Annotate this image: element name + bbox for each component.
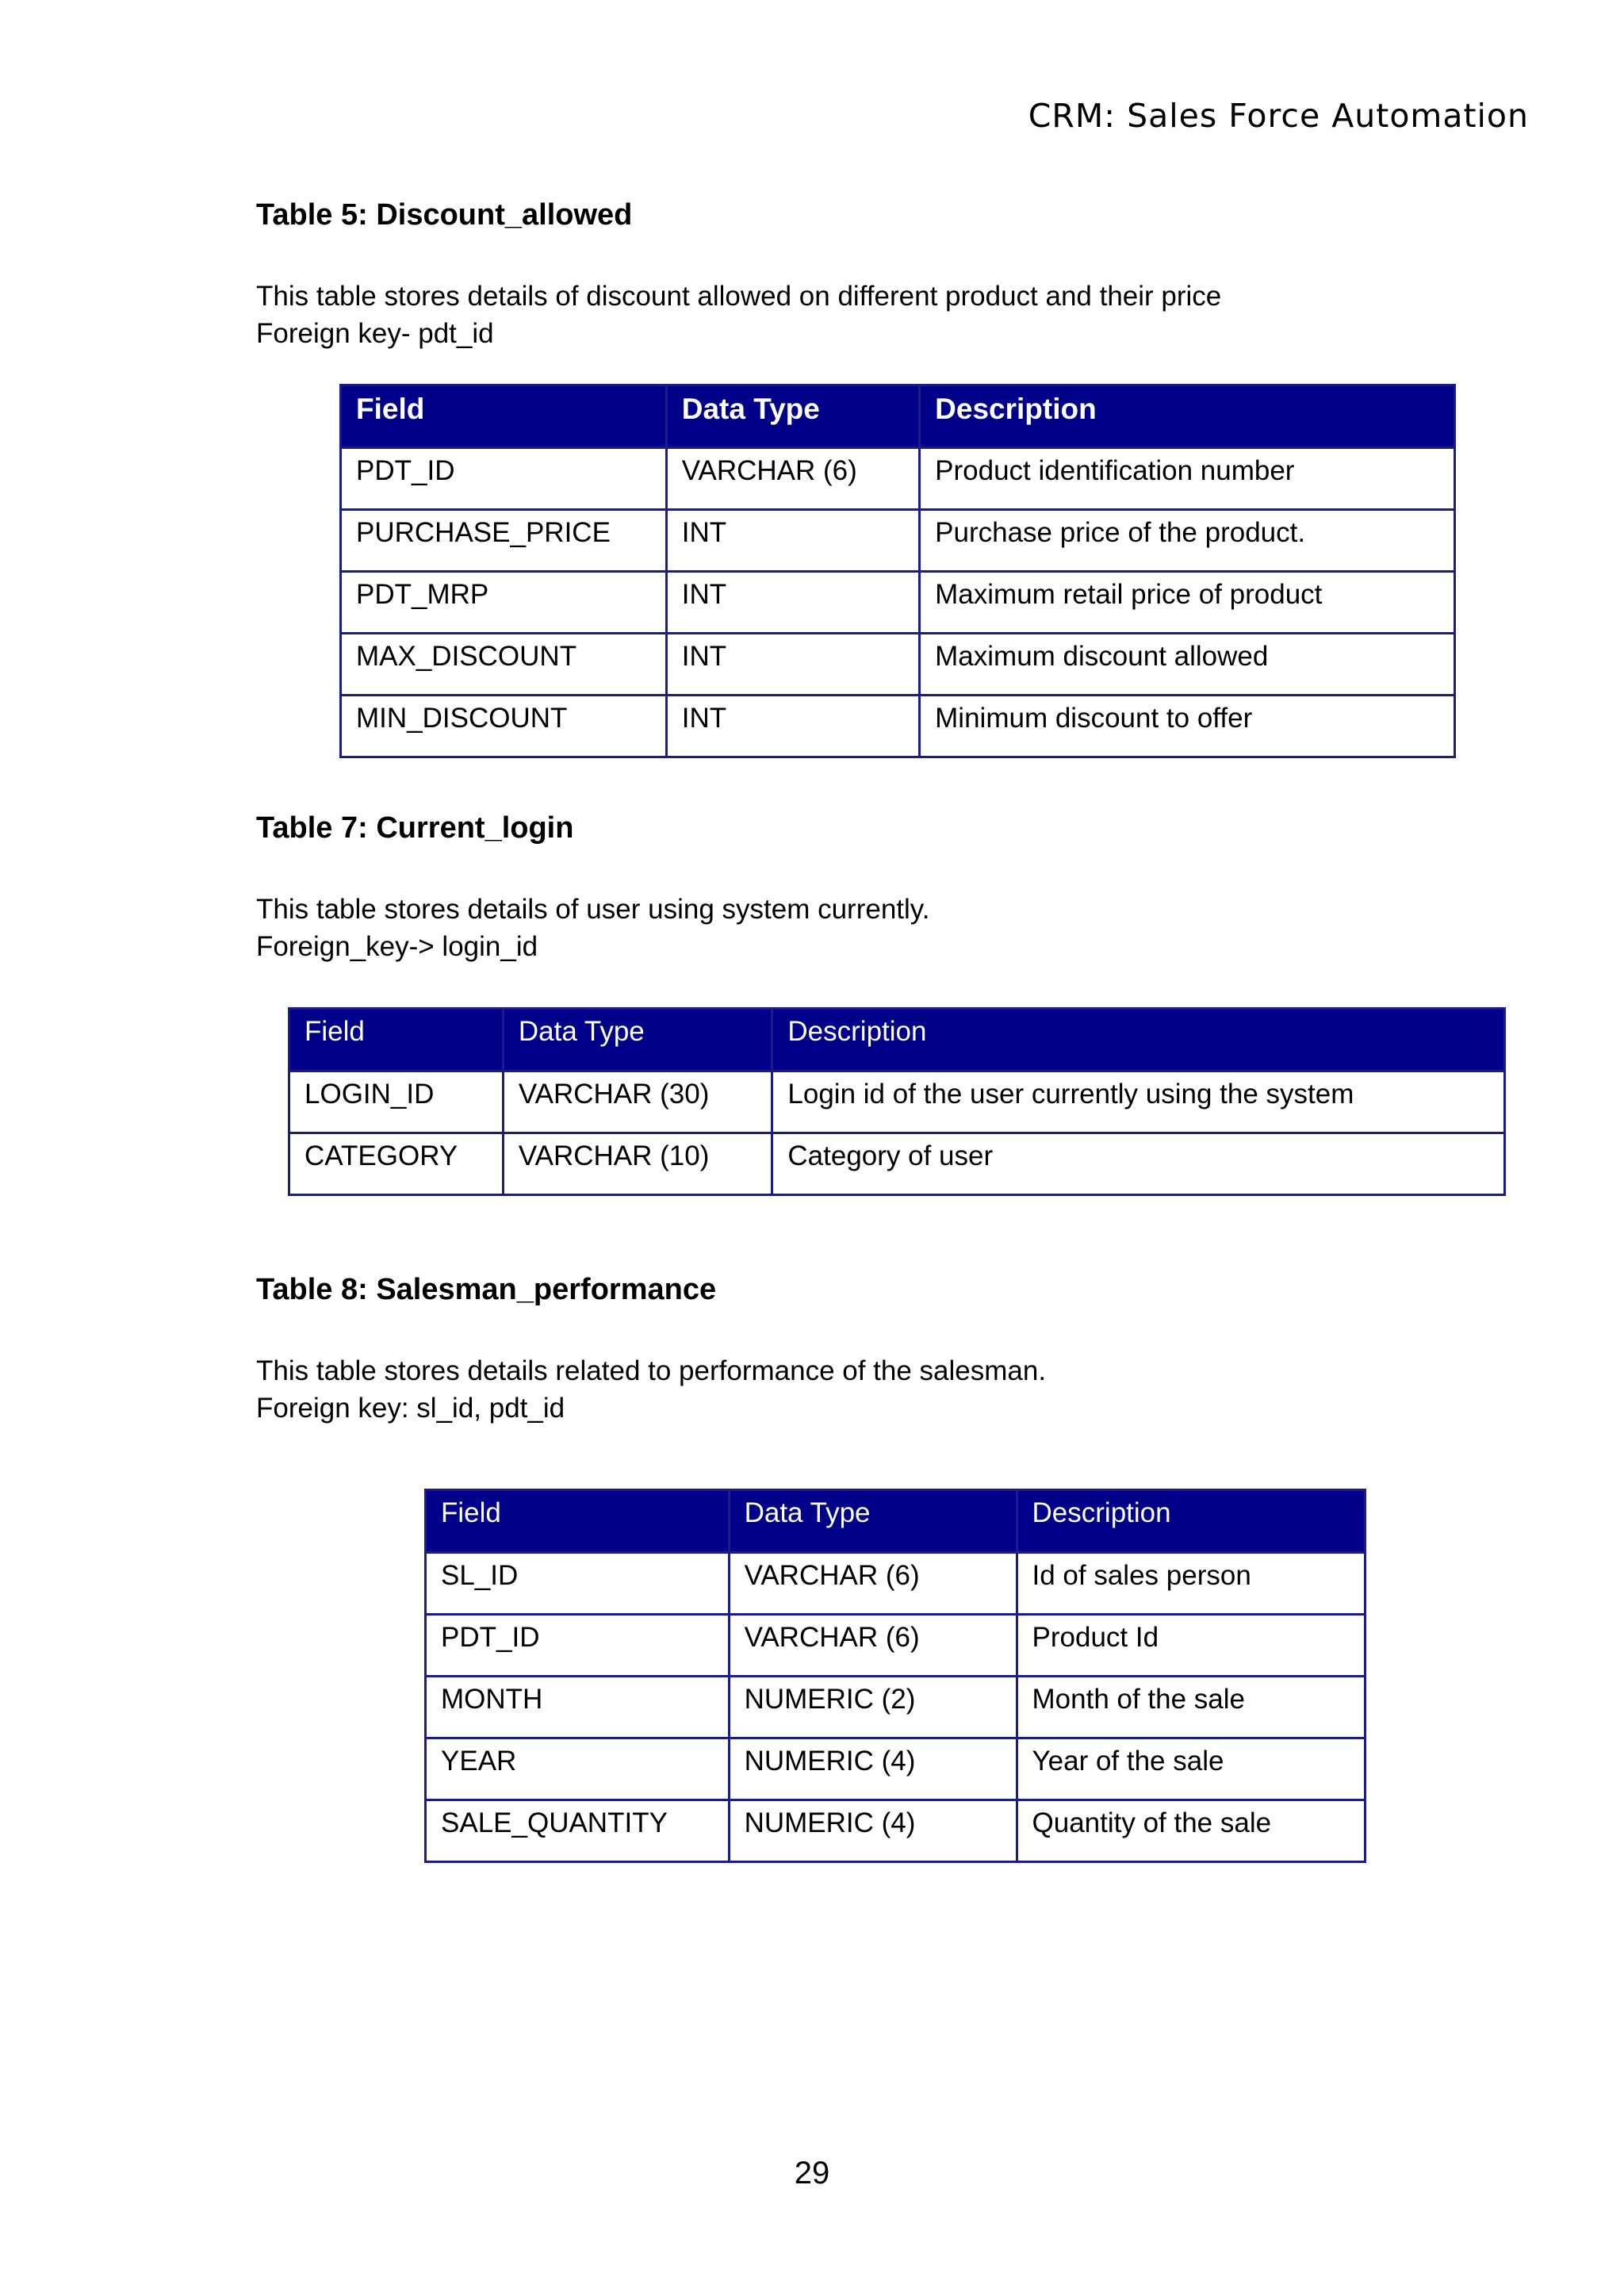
table-row xyxy=(341,634,1455,696)
salesman-performance-table xyxy=(424,1489,1366,1863)
table-header-row xyxy=(426,1490,1365,1553)
field-cell: PDT_ID xyxy=(426,1615,730,1677)
column-header: Field xyxy=(341,385,667,448)
table-7-title: Table 7: Current_login xyxy=(256,811,574,845)
column-header: Description xyxy=(920,385,1455,448)
table-row xyxy=(341,448,1455,510)
field-cell: LOGIN_ID xyxy=(289,1071,504,1133)
description-cell: Id of sales person xyxy=(1017,1553,1365,1615)
table-8-foreign-key: Foreign key: sl_id, pdt_id xyxy=(256,1393,565,1424)
description-cell: Maximum retail price of product xyxy=(920,572,1455,634)
data-type-cell: NUMERIC (4) xyxy=(729,1800,1017,1862)
field-cell: SL_ID xyxy=(426,1553,730,1615)
table-7-foreign-key: Foreign_key-> login_id xyxy=(256,931,538,962)
description-cell: Month of the sale xyxy=(1017,1677,1365,1738)
table-8-title: Table 8: Salesman_performance xyxy=(256,1273,717,1306)
table-5-title: Table 5: Discount_allowed xyxy=(256,198,633,232)
field-cell: MONTH xyxy=(426,1677,730,1738)
table-row xyxy=(426,1553,1365,1615)
table-row xyxy=(289,1133,1505,1195)
table-7-description: This table stores details of user using system currently. xyxy=(256,894,930,925)
data-type-cell: INT xyxy=(666,634,919,696)
column-header: Field xyxy=(289,1009,504,1071)
column-header: Data Type xyxy=(666,385,919,448)
column-header: Data Type xyxy=(729,1490,1017,1553)
table-row xyxy=(341,572,1455,634)
table-row xyxy=(426,1615,1365,1677)
data-type-cell: NUMERIC (2) xyxy=(729,1677,1017,1738)
description-cell: Product identification number xyxy=(920,448,1455,510)
data-type-cell: INT xyxy=(666,696,919,757)
field-cell: MAX_DISCOUNT xyxy=(341,634,667,696)
data-type-cell: INT xyxy=(666,510,919,572)
column-header: Description xyxy=(1017,1490,1365,1553)
description-cell: Year of the sale xyxy=(1017,1738,1365,1800)
field-cell: CATEGORY xyxy=(289,1133,504,1195)
data-type-cell: VARCHAR (6) xyxy=(729,1553,1017,1615)
data-type-cell: VARCHAR (6) xyxy=(666,448,919,510)
table-row xyxy=(289,1071,1505,1133)
column-header: Data Type xyxy=(503,1009,772,1071)
table-header-row xyxy=(341,385,1455,448)
current-login-table xyxy=(288,1007,1506,1196)
data-type-cell: VARCHAR (6) xyxy=(729,1615,1017,1677)
table-row xyxy=(341,696,1455,757)
discount-allowed-table xyxy=(339,384,1456,758)
field-cell: PDT_ID xyxy=(341,448,667,510)
data-type-cell: VARCHAR (30) xyxy=(503,1071,772,1133)
column-header: Field xyxy=(426,1490,730,1553)
description-cell: Maximum discount allowed xyxy=(920,634,1455,696)
table-5-foreign-key: Foreign key- pdt_id xyxy=(256,318,494,349)
data-type-cell: NUMERIC (4) xyxy=(729,1738,1017,1800)
description-cell: Purchase price of the product. xyxy=(920,510,1455,572)
description-cell: Login id of the user currently using the system xyxy=(772,1071,1505,1133)
field-cell: YEAR xyxy=(426,1738,730,1800)
description-cell: Minimum discount to offer xyxy=(920,696,1455,757)
description-cell: Category of user xyxy=(772,1133,1505,1195)
description-cell: Quantity of the sale xyxy=(1017,1800,1365,1862)
table-header-row xyxy=(289,1009,1505,1071)
table-row xyxy=(426,1800,1365,1862)
field-cell: PDT_MRP xyxy=(341,572,667,634)
column-header: Description xyxy=(772,1009,1505,1071)
table-row xyxy=(341,510,1455,572)
field-cell: PURCHASE_PRICE xyxy=(341,510,667,572)
table-5-description: This table stores details of discount allowed on different product and their price xyxy=(256,281,1222,312)
page-number: 29 xyxy=(794,2156,830,2191)
field-cell: SALE_QUANTITY xyxy=(426,1800,730,1862)
data-type-cell: INT xyxy=(666,572,919,634)
data-type-cell: VARCHAR (10) xyxy=(503,1133,772,1195)
table-8-description: This table stores details related to performance of the salesman. xyxy=(256,1355,1047,1386)
field-cell: MIN_DISCOUNT xyxy=(341,696,667,757)
description-cell: Product Id xyxy=(1017,1615,1365,1677)
table-row xyxy=(426,1738,1365,1800)
document-header-title: CRM: Sales Force Automation xyxy=(1028,97,1529,135)
table-row xyxy=(426,1677,1365,1738)
